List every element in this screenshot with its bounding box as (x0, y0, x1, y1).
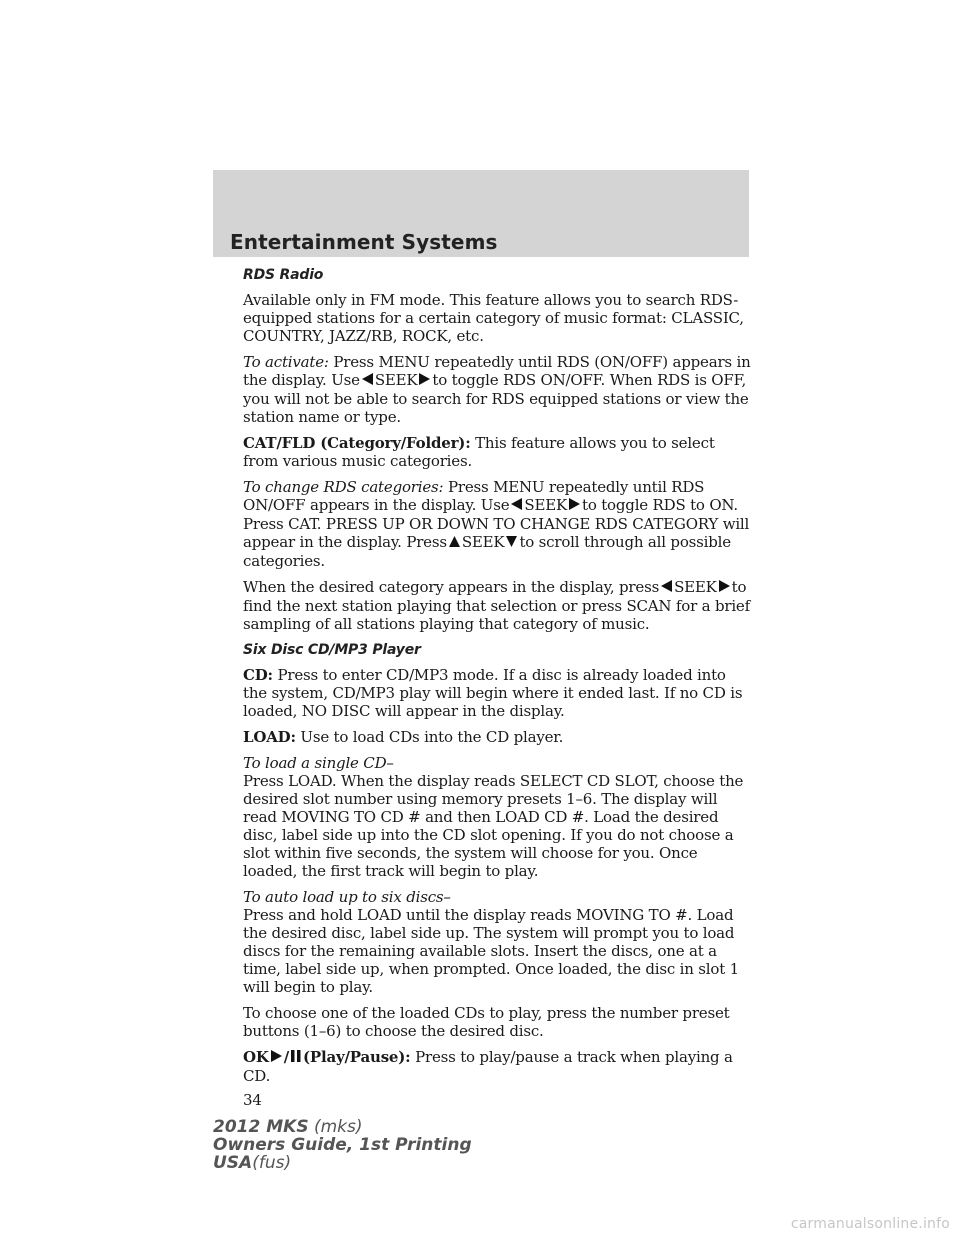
activate-lead: To activate: (243, 353, 329, 371)
seek-left-icon (510, 497, 523, 515)
ok-text: Press to play/pause a track when playing a CD. (243, 1048, 733, 1085)
page-number: 34 (243, 1091, 262, 1109)
load-text: Use to load CDs into the CD player. (300, 728, 564, 746)
cd-text: Press to enter CD/MP3 mode. If a disc is already loaded into the system, CD/MP3 play will begin where it ended last. If no CD is loaded, NO DISC will appear in the display. (243, 666, 743, 720)
seek-left-icon (660, 579, 673, 597)
seek-label: SEEK (674, 578, 717, 596)
change-lead: To change RDS categories: (243, 478, 444, 496)
cd-paragraph (243, 666, 753, 720)
cat-lead: CAT/FLD (Category/Folder): (243, 434, 471, 452)
when-text-2: to find the next station playing that selection or press SCAN for a brief sampling of all stations playing that category of music. (243, 578, 750, 633)
seek-left-icon (361, 372, 374, 390)
cd-heading: Six Disc CD/MP3 Player (243, 642, 421, 658)
cat-text: This feature allows you to select from various music categories. (243, 434, 715, 470)
ok-paragraph (243, 1048, 753, 1085)
when-paragraph (243, 578, 753, 633)
load-lead: LOAD: (243, 728, 296, 746)
change-paragraph (243, 478, 753, 570)
up-arrow-icon (448, 534, 461, 552)
seek-label: SEEK (374, 371, 418, 389)
activate-text-1: Press MENU repeatedly until RDS (ON/OFF) appears in the display. Use (243, 353, 751, 389)
load-paragraph (243, 728, 753, 746)
auto-load-paragraph (243, 888, 753, 996)
change-text-3: to scroll through all possible categories. (243, 533, 731, 570)
single-load-paragraph (243, 754, 753, 880)
seek-label: SEEK (524, 496, 567, 514)
seek-right-icon (418, 372, 431, 390)
section-title: Entertainment Systems (230, 230, 498, 254)
ok-slash: / (283, 1048, 289, 1066)
change-text-2: to toggle RDS to ON. Press CAT. PRESS UP OR DOWN TO CHANGE RDS CATEGORY will appear in the display. Press (243, 496, 750, 551)
ok-lead: OK (243, 1048, 269, 1066)
cd-lead: CD: (243, 666, 273, 684)
site-watermark: carmanualsonline.info (790, 1216, 950, 1232)
down-arrow-icon (505, 534, 518, 552)
auto-load-lead: To auto load up to six discs– (243, 888, 451, 906)
seek-label: SEEK (461, 533, 505, 551)
play-icon (270, 1049, 283, 1067)
footer-market: USA (213, 1153, 253, 1173)
seek-right-icon (568, 497, 581, 515)
section-header-band (213, 170, 749, 257)
activate-text-2: to toggle RDS ON/OFF. When RDS is OFF, you will not be able to search for RDS equipped stations or view the station name or type. (243, 371, 749, 426)
cat-paragraph (243, 434, 753, 470)
rds-heading: RDS Radio (243, 267, 324, 283)
auto-load-text: Press and hold LOAD until the display reads MOVING TO #. Load the desired disc, label side up. The system will prompt you to load discs for the remaining available slots. Insert the discs, one at a time, label side up, when prompted. Once loaded, the disc in slot 1 will begin to play. (243, 906, 739, 996)
choose-paragraph: To choose one of the loaded CDs to play, press the number preset buttons (1–6) to choose the desired disc. (243, 1004, 730, 1040)
seek-right-icon (718, 579, 731, 597)
print-footer (213, 1118, 472, 1172)
rds-intro: Available only in FM mode. This feature allows you to search RDS-equipped stations for a certain category of music format: CLASSIC, COUNTRY, JAZZ/RB, ROCK, etc. (243, 291, 744, 345)
footer-line-3 (213, 1154, 472, 1172)
pause-icon (290, 1049, 302, 1067)
footer-line-2: Owners Guide, 1st Printing (213, 1135, 472, 1155)
footer-line-1 (213, 1118, 472, 1136)
single-load-text: Press LOAD. When the display reads SELECT CD SLOT, choose the desired slot number using memory presets 1–6. The display will read MOVING TO CD # and then LOAD CD #. Load the desired disc, label side up into the CD slot opening. If you do not choose a slot within five seconds, the system will choose for you. Once loaded, the first track will begin to play. (243, 772, 744, 880)
footer-model: 2012 MKS (213, 1117, 309, 1137)
page-content (243, 266, 753, 1109)
single-load-lead: To load a single CD– (243, 754, 394, 772)
change-text-1: Press MENU repeatedly until RDS ON/OFF appears in the display. Use (243, 478, 705, 514)
when-text-1: When the desired category appears in the display, press (243, 578, 660, 596)
ok-lead-label: (Play/Pause): (303, 1048, 411, 1066)
footer-market-code: (fus) (252, 1153, 292, 1173)
rds-activate-paragraph (243, 353, 753, 426)
footer-model-code: (mks) (313, 1117, 363, 1137)
